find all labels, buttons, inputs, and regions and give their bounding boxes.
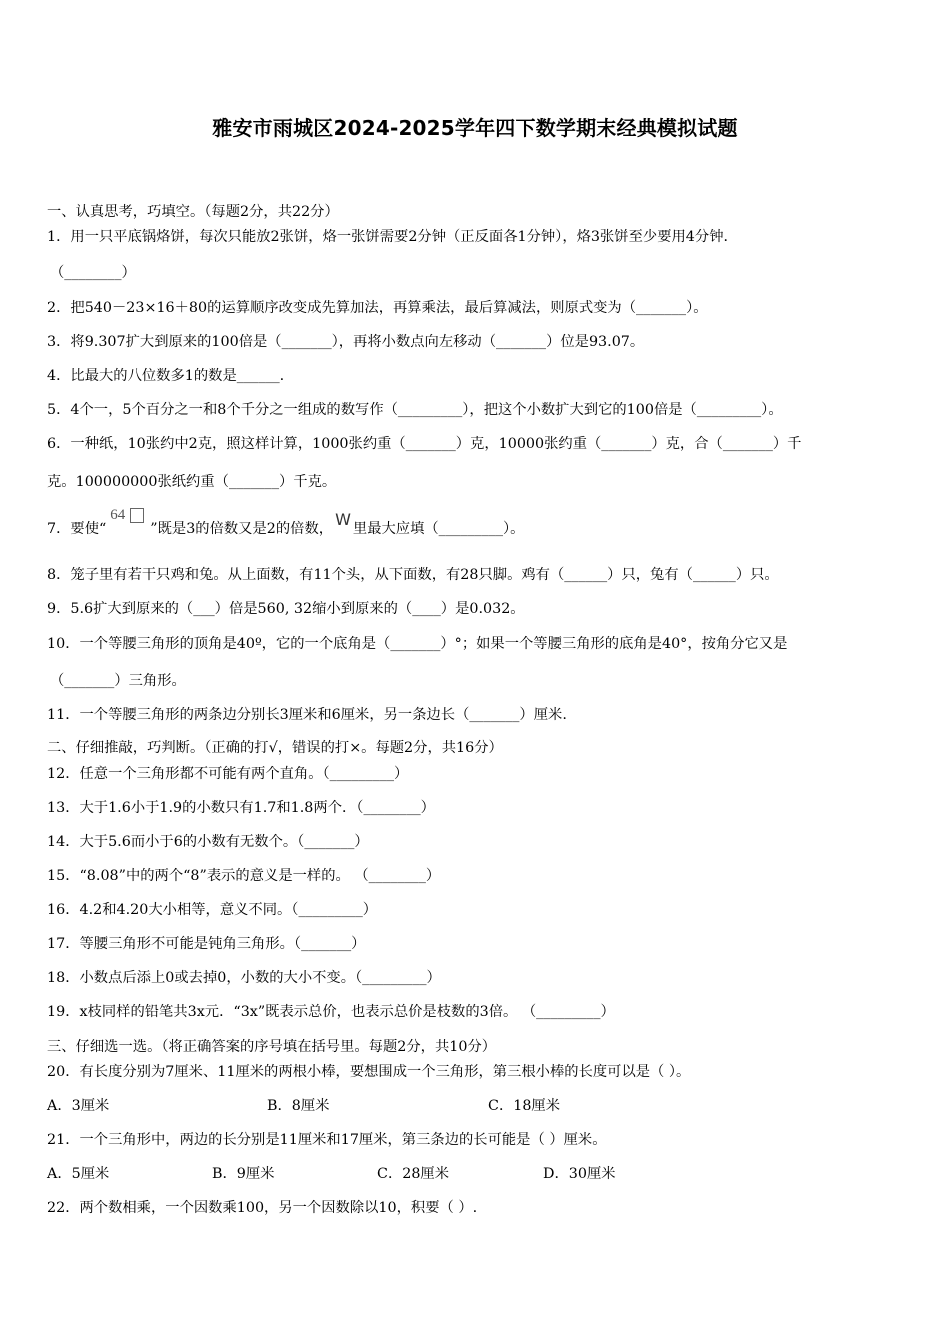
question-6: 6．一种纸，10张约中2克，照这样计算，1000张约重（_______）克，10000张约重（_______）克，合（_______）千 (47, 436, 802, 452)
question-18: 18．小数点后添上0或去掉0，小数的大小不变。（_________） (47, 970, 441, 986)
question-20: 20．有长度分别为7厘米、11厘米的两根小棒，要想围成一个三角形，第三根小棒的长度可以是（ ）。 (47, 1064, 691, 1080)
option-b: B．8厘米 (267, 1098, 330, 1114)
question-7-suffix: 里最大应填（_________）。 (352, 521, 525, 537)
option-a: A．5厘米 (47, 1166, 110, 1182)
number-64: 64 (110, 507, 126, 523)
question-19: 19．x枝同样的铅笔共3x元．“3x”既表示总价，也表示总价是枝数的3倍。 （_________） (47, 1004, 615, 1020)
section-2-heading: 二、仔细推敲，巧判断。（正确的打√，错误的打×。每题2分，共16分） (47, 740, 503, 756)
section-1-heading: 一、认真思考，巧填空。（每题2分，共22分） (47, 204, 339, 220)
question-12: 12．任意一个三角形都不可能有两个直角。（_________） (47, 766, 409, 782)
question-7-prefix: 7．要使“ (47, 521, 107, 537)
number-with-missing-digit (106, 507, 150, 539)
question-7 (47, 507, 525, 539)
option-c: C．28厘米 (377, 1166, 450, 1182)
question-13: 13．大于1.6小于1.9的小数只有1.7和1.8两个．（________） (47, 800, 435, 816)
question-6-continued: 克。100000000张纸约重（_______）千克。 (47, 474, 337, 490)
question-7-middle: ”既是3的倍数又是2的倍数， (150, 521, 334, 537)
section-3-heading: 三、仔细选一选。（将正确答案的序号填在括号里。每题2分，共10分） (47, 1039, 497, 1055)
question-21-options (47, 1164, 747, 1184)
question-2: 2．把540－23×16＋80的运算顺序改变成先算加法，再算乘法，最后算减法，则原式变为（_______）。 (47, 300, 708, 316)
question-8: 8．笼子里有若干只鸡和兔。从上面数，有11个头，从下面数，有28只脚。鸡有（______）只，兔有（______）只。 (47, 567, 779, 583)
option-c: C．18厘米 (488, 1098, 561, 1114)
question-9: 9．5.6扩大到原来的（___）倍是560, 32缩小到原来的（____）是0.032。 (47, 601, 525, 617)
question-1: 1．用一只平底锅烙饼，每次只能放2张饼，烙一张饼需要2分钟（正反面各1分钟），烙3张饼至少要用4分钟． (47, 229, 738, 245)
missing-digit-box (130, 508, 144, 523)
option-a: A．3厘米 (47, 1098, 110, 1114)
question-11: 11．一个等腰三角形的两条边分别长3厘米和6厘米，另一条边长（_______）厘米. (47, 707, 567, 723)
option-d: D．30厘米 (543, 1166, 616, 1182)
question-1-answer-blank: （________） (50, 265, 136, 281)
question-22: 22．两个数相乘，一个因数乘100，另一个因数除以10，积要（ ）. (47, 1200, 478, 1216)
option-b: B．9厘米 (212, 1166, 275, 1182)
question-17: 17．等腰三角形不可能是钝角三角形。（_______） (47, 936, 366, 952)
question-15: 15．“8.08”中的两个“8”表示的意义是一样的。 （________） (47, 868, 441, 884)
question-10: 10．一个等腰三角形的顶角是40º，它的一个底角是（_______）°；如果一个等腰三角形的底角是40°，按角分它又是 (47, 636, 788, 652)
question-16: 16．4.2和4.20大小相等，意义不同。（_________） (47, 902, 378, 918)
w-symbol: W (335, 510, 351, 529)
page-title: 雅安市雨城区2024-2025学年四下数学期末经典模拟试题 (212, 116, 738, 140)
question-3: 3．将9.307扩大到原来的100倍是（_______），再将小数点向左移动（_______）位是93.07。 (47, 334, 645, 350)
question-4: 4．比最大的八位数多1的数是______. (47, 368, 285, 384)
question-10-continued: （_______）三角形。 (50, 673, 186, 689)
question-5: 5．4个一，5个百分之一和8个千分之一组成的数写作（_________），把这个小数扩大到它的100倍是（_________）。 (47, 402, 783, 418)
question-20-options (47, 1096, 747, 1116)
question-14: 14．大于5.6而小于6的小数有无数个。（_______） (47, 834, 369, 850)
question-21: 21．一个三角形中，两边的长分别是11厘米和17厘米，第三条边的长可能是（ ）厘米。 (47, 1132, 607, 1148)
